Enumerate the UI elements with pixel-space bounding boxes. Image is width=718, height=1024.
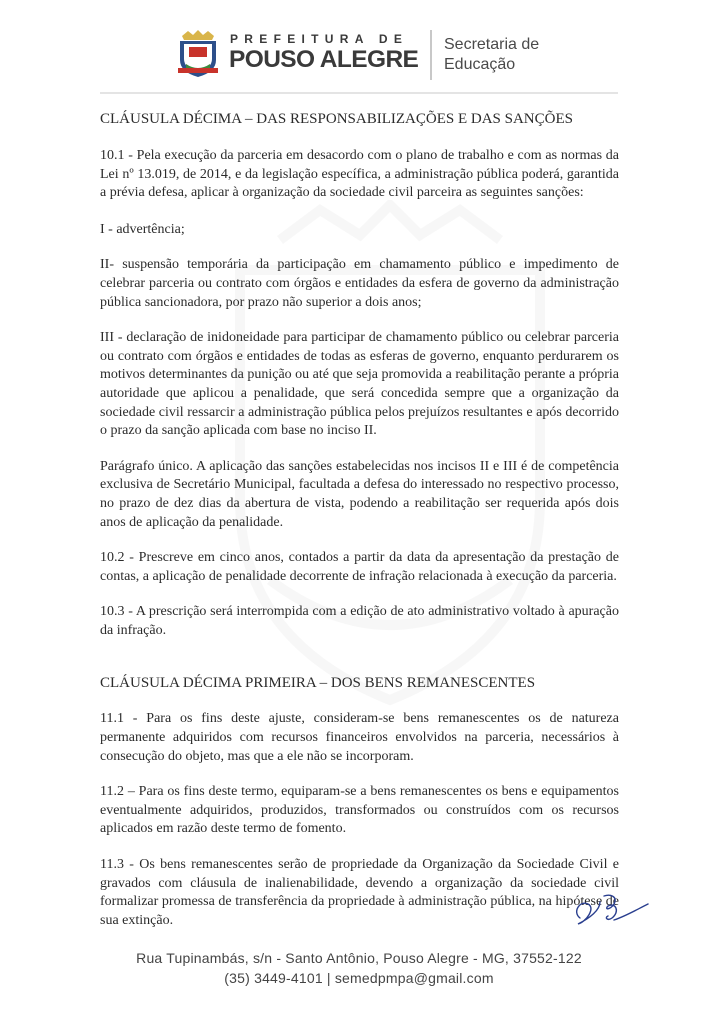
signature-icon: [570, 888, 650, 932]
paragraph-10-1: 10.1 - Pela execução da parceria em desacordo com o plano de trabalho e com as normas da Lei nº 13.019, de 2014, e da legislação específica, a administração pública poderá, garantida a prévia defesa, aplicar à organização da sociedade civil parceira as seguintes sanções:: [100, 148, 619, 201]
pouso-alegre-crest-icon: [176, 28, 220, 78]
footer-contact: (35) 3449-4101 | semedpmpa@gmail.com: [224, 970, 494, 986]
header-divider: [430, 30, 432, 80]
paragraph-11-1: 11.1 - Para os fins deste ajuste, consideram-se bens remanescentes os de natureza permanente adquiridos com recursos financeiros envolvidos na parceria, necessários à consecução do objeto, mas que a ele não se incorporam.: [100, 711, 619, 764]
org-name-line1: PREFEITURA DE: [230, 32, 409, 46]
paragrafo-unico: Parágrafo único. A aplicação das sanções estabelecidas nos incisos II e III é de competência exclusiva de Secretário Municipal, facultada a defesa do interessado no respectivo processo, no prazo de dez dias da abertura de vista, podendo a reabilitação ser requerida após dois anos de aplicação da penalidade.: [100, 458, 619, 530]
sanction-item-i: I - advertência;: [100, 221, 185, 237]
paragraph-11-2: 11.2 – Para os fins deste termo, equiparam-se a bens remanescentes os bens e equipamentos eventualmente adquiridos, produzidos, transformados ou construídos com os recursos aplicados em razão deste termo de fomento.: [100, 784, 619, 837]
paragraph-10-3: 10.3 - A prescrição será interrompida com a edição de ato administrativo voltado à apuração da infração.: [100, 604, 619, 638]
letterhead: [0, 24, 718, 84]
department-line1: Secretaria de: [444, 36, 540, 53]
sanction-item-ii: II- suspensão temporária da participação em chamamento público e impedimento de celebrar parceria ou contrato com órgãos e entidades da esfera de governo da administração pública sancionadora, por prazo não superior a dois anos;: [100, 257, 619, 310]
clause-11-title: CLÁUSULA DÉCIMA PRIMEIRA – DOS BENS REMANESCENTES: [100, 675, 536, 692]
document-body: [100, 110, 619, 930]
org-name-line2: POUSO ALEGRE: [229, 46, 419, 73]
header-rule: [100, 92, 618, 94]
clause-10-title: CLÁUSULA DÉCIMA – DAS RESPONSABILIZAÇÕES E DAS SANÇÕES: [100, 111, 573, 127]
sanction-item-iii: III - declaração de inidoneidade para participar de chamamento público ou celebrar parceria ou contrato com órgãos e entidades de todas as esferas de governo, enquanto perdurarem os motivos determinantes da punição ou até que seja promovida a reabilitação perante a própria autoridade que aplicou a penalidade, que será concedida sempre que a organização da sociedade civil ressarcir a administração pública pelos prejuízos resultantes e após decorrido o prazo da sanção aplicada com base no inciso II.: [100, 330, 619, 439]
paragraph-10-2: 10.2 - Prescreve em cinco anos, contados a partir da data da apresentação da prestação de contas, a aplicação de penalidade decorrente de infração relacionada à execução da parceria.: [100, 550, 619, 584]
department-line2: Educação: [444, 56, 516, 73]
paragraph-11-3: 11.3 - Os bens remanescentes serão de propriedade da Organização da Sociedade Civil e gravados com cláusula de inalienabilidade, devendo a organização da sociedade civil formalizar promessa de transferência da propriedade à administração pública, na hipótese de sua extinção.: [100, 857, 619, 928]
footer-address: Rua Tupinambás, s/n - Santo Antônio, Pouso Alegre - MG, 37552-122: [136, 950, 582, 966]
